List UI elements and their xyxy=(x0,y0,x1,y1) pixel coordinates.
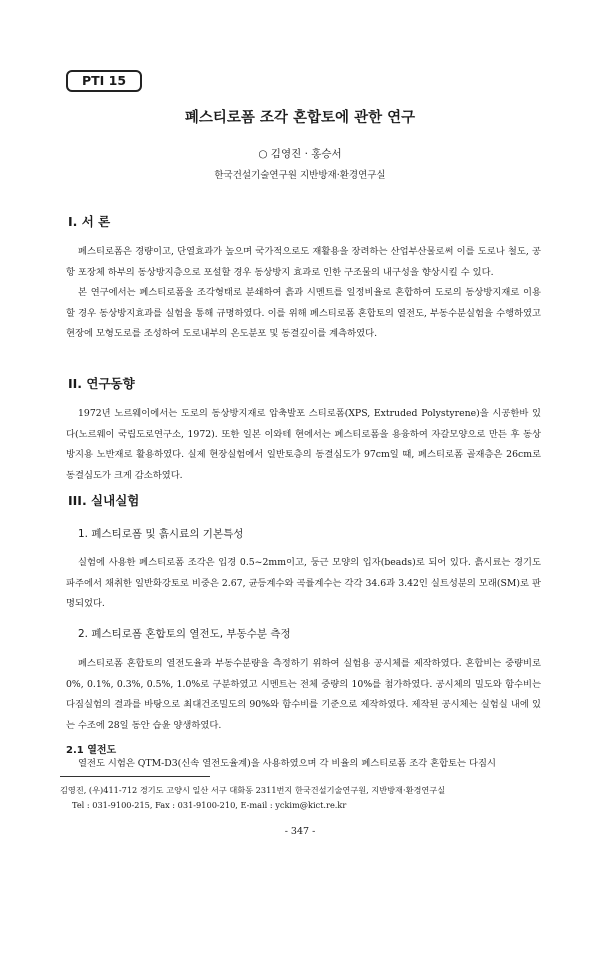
thermal-measurement-body xyxy=(66,654,541,736)
thermal-conductivity-body xyxy=(66,754,541,775)
page-number: - 347 - xyxy=(284,826,316,837)
subsection-heading-basic-properties: 1. 폐스티로폼 및 흙시료의 기본특성 xyxy=(78,528,244,540)
basic-properties-body xyxy=(66,553,541,615)
footnote-divider xyxy=(60,776,210,777)
paragraph: 폐스티로폼은 경량이고, 단열효과가 높으며 국가적으로도 재활용을 장려하는 산업부산물로써 이를 도로나 철도, 공항 포장체 하부의 동상방지층으로 포설할 경우 동상방지 효과로 인한 구조물의 내구성을 향상시킬 수 있다. xyxy=(66,246,541,278)
paper-tag: PTI 15 xyxy=(66,70,142,92)
paragraph: 1972년 노르웨이에서는 도로의 동상방지재로 압축발포 스티로폼(XPS, Extruded Polystyrene)을 시공한바 있다(노르웨이 국립도로연구소, 1972). 또한 일본 이와테 현에서는 폐스티로폼을 용융하여 자갈모양으로 만든 후 동상방지용 노반재로 활용하였다. 실제 현장실험에서 일반토층의 동결심도가 97cm일 때, 폐스티로폼 골재층은 26cm로 동결심도가 크게 감소하였다. xyxy=(66,408,541,481)
paper-title: 폐스티로폼 조각 혼합토에 관한 연구 xyxy=(184,110,416,126)
authors: ○ 김영진 · 홍승서 xyxy=(258,148,342,160)
paragraph: 열전도 시험은 QTM-D3(신속 열전도율계)을 사용하였으며 각 비율의 폐스티로폼 조각 혼합토는 다짐시 xyxy=(78,758,496,769)
footnote-contact: Tel : 031-9100-215, Fax : 031-9100-210, E-mail : yckim@kict.re.kr xyxy=(72,800,347,810)
section-heading-lab-experiment: III. 실내실험 xyxy=(68,493,140,508)
paragraph: 본 연구에서는 폐스티로폼을 조각형태로 분쇄하여 흙과 시멘트를 일정비율로 혼합하여 도로의 동상방지재로 이용할 경우 동상방지효과를 실험을 통해 규명하였다. 이를 위해 폐스티로폼 혼합토의 열전도, 부동수분실험을 수행하였고 현장에 모형도로를 조성하여 도로내부의 온도분포 및 동결깊이를 계측하였다. xyxy=(66,287,541,339)
subsection-heading-thermal-measurement: 2. 폐스티로폼 혼합토의 열전도, 부동수분 측정 xyxy=(78,628,291,640)
research-trends-body xyxy=(66,404,541,486)
paragraph: 폐스티로폼 혼합토의 열전도율과 부동수분량을 측정하기 위하여 실험용 공시체를 제작하였다. 혼합비는 중량비로 0%, 0.1%, 0.3%, 0.5%, 1.0%로 구분하였고 시멘트는 전체 중량의 10%를 첨가하였다. 공시체의 밀도와 함수비는 다짐실험의 결과를 바탕으로 최대건조밀도의 90%와 함수비를 기준으로 제작하였다. 제작된 공시체는 실험실 내에 있는 수조에 28일 동안 습윤 양생하였다. xyxy=(66,658,541,731)
section-heading-introduction: I. 서 론 xyxy=(68,214,111,229)
paragraph: 실험에 사용한 폐스티로폼 조각은 입경 0.5~2mm이고, 둥근 모양의 입자(beads)로 되어 있다. 흙시료는 경기도 파주에서 채취한 일반화강토로 비중은 2.67, 균등계수와 곡률계수는 각각 34.6과 3.42인 실트성분의 모래(SM)로 판명되었다. xyxy=(66,557,541,609)
affiliation: 한국건설기술연구원 지반방재·환경연구실 xyxy=(214,170,386,181)
introduction-body xyxy=(66,242,541,345)
footnote-address: 김영진, (우)411-712 경기도 고양시 일산 서구 대화동 2311번지 한국건설기술연구원, 지반방재·환경연구실 xyxy=(60,785,446,795)
subsubsection-heading-thermal-conductivity: 2.1 열전도 xyxy=(66,745,117,756)
section-heading-research-trends: II. 연구동향 xyxy=(68,376,135,391)
